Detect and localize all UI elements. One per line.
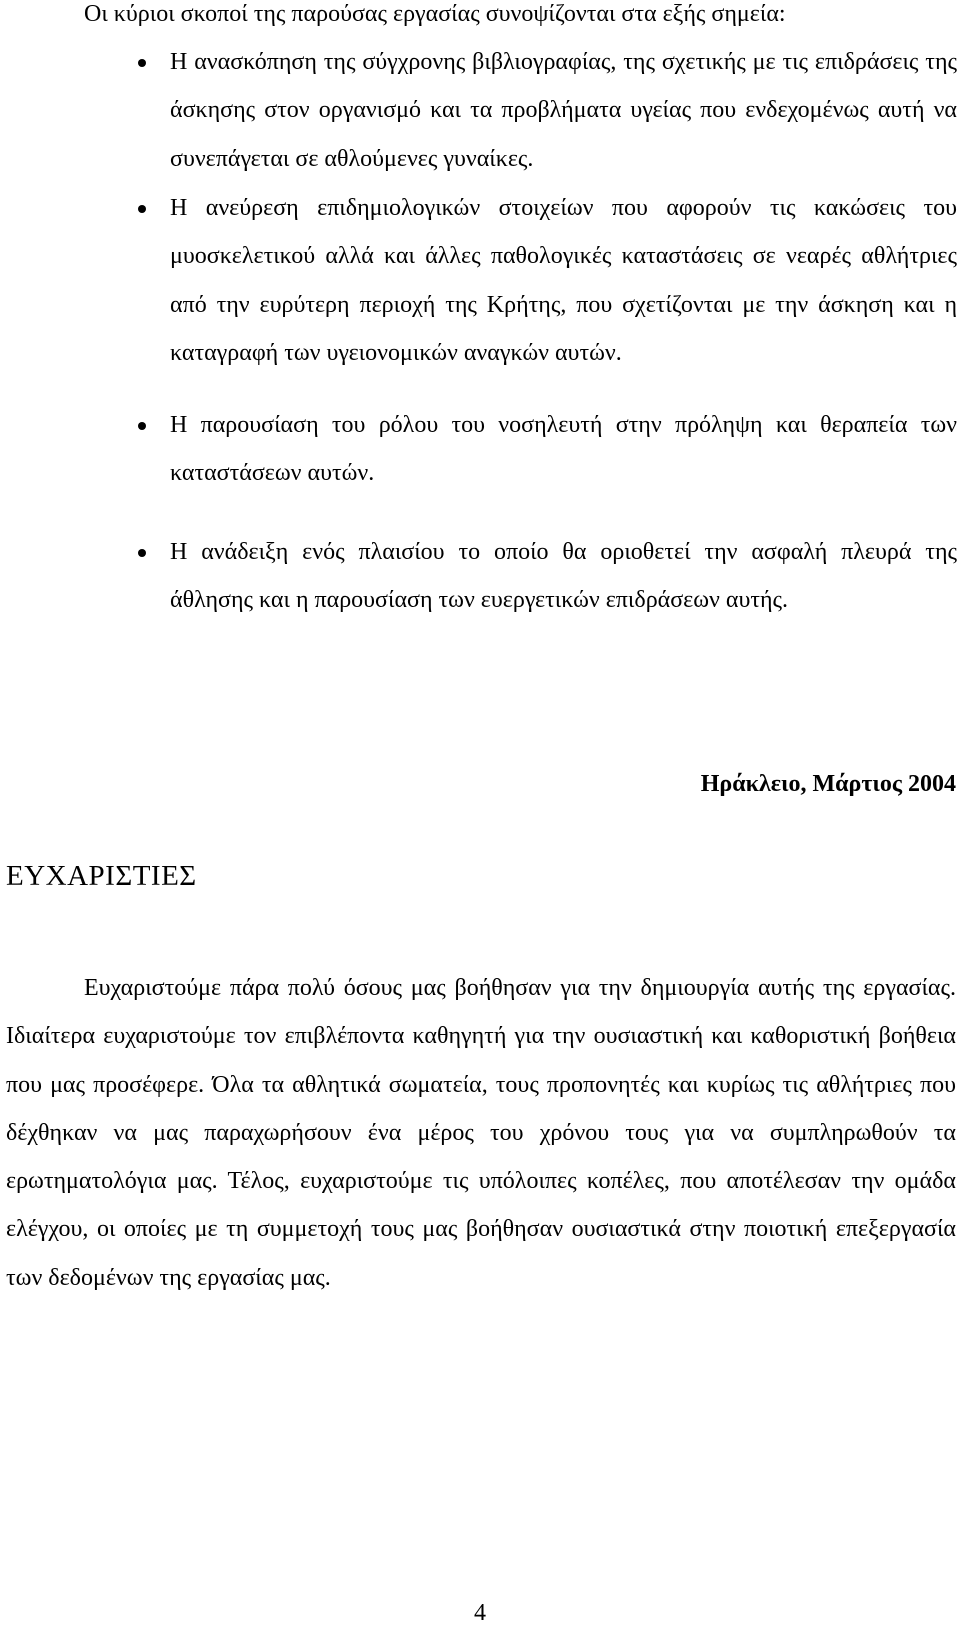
list-item-text: Η ανάδειξη ενός πλαισίου το οποίο θα οριοθετεί την ασφαλή πλευρά της άθλησης και η παρουσίαση των ευεργετικών επιδράσεων αυτής. (170, 539, 957, 614)
acknowledgements-paragraph: Ευχαριστούμε πάρα πολύ όσους μας βοήθησαν για την δημιουργία αυτής της εργασίας. Ιδιαίτερα ευχαριστούμε τον επιβλέποντα καθηγητή για την ουσιαστική και καθοριστική βοήθεια που μας προσέφερε. Όλα τα αθλητικά σωματεία, τους προπονητές και κυρίως τις αθλήτριες που δέχθηκαν να μας παραχωρήσουν ένα μέρος του χρόνου τους για να συμπληρωθούν τα ερωτηματολόγια μας. Τέλος, ευχαριστούμε τις υπόλοιπες κοπέλες, που αποτέλεσαν την ομάδα ελέγχου, οι οποίες με τη συμμετοχή τους μας βοήθησαν ουσιαστικά στην ποιοτική επεξεργασία των δεδομένων της εργασίας μας. (6, 975, 956, 1291)
acknowledgements-heading: ΕΥΧΑΡΙΣΤΙΕΣ (6, 860, 197, 892)
place-date: Ηράκλειο, Μάρτιος 2004 (700, 771, 956, 797)
bullet-icon (138, 422, 146, 430)
list-item (170, 184, 957, 378)
list-item (170, 401, 957, 498)
list-item-text: Η ανεύρεση επιδημιολογικών στοιχείων που αφορούν τις κακώσεις του μυοσκελετικού αλλά και άλλες παθολογικές καταστάσεις σε νεαρές αθλήτριες από την ευρύτερη περιοχή της Κρήτης, που σχετίζονται με την άσκηση και η καταγραφή των υγειονομικών αναγκών αυτών. (170, 195, 957, 367)
page-number: 4 (474, 1600, 486, 1626)
list-item (170, 528, 957, 625)
bullet-icon (138, 549, 146, 557)
bullet-icon (138, 205, 146, 213)
bullet-icon (138, 59, 146, 67)
list-item-text: Η ανασκόπηση της σύγχρονης βιβλιογραφίας, της σχετικής με τις επιδράσεις της άσκησης στον οργανισμό και τα προβλήματα υγείας που ενδεχομένως αυτή να συνεπάγεται σε αθλούμενες γυναίκες. (170, 49, 957, 172)
list-item (170, 38, 957, 183)
list-item-text: Η παρουσίαση του ρόλου του νοσηλευτή στην πρόληψη και θεραπεία των καταστάσεων αυτών. (170, 412, 957, 487)
intro-text: Οι κύριοι σκοποί της παρούσας εργασίας συνοψίζονται στα εξής σημεία: (84, 1, 786, 27)
